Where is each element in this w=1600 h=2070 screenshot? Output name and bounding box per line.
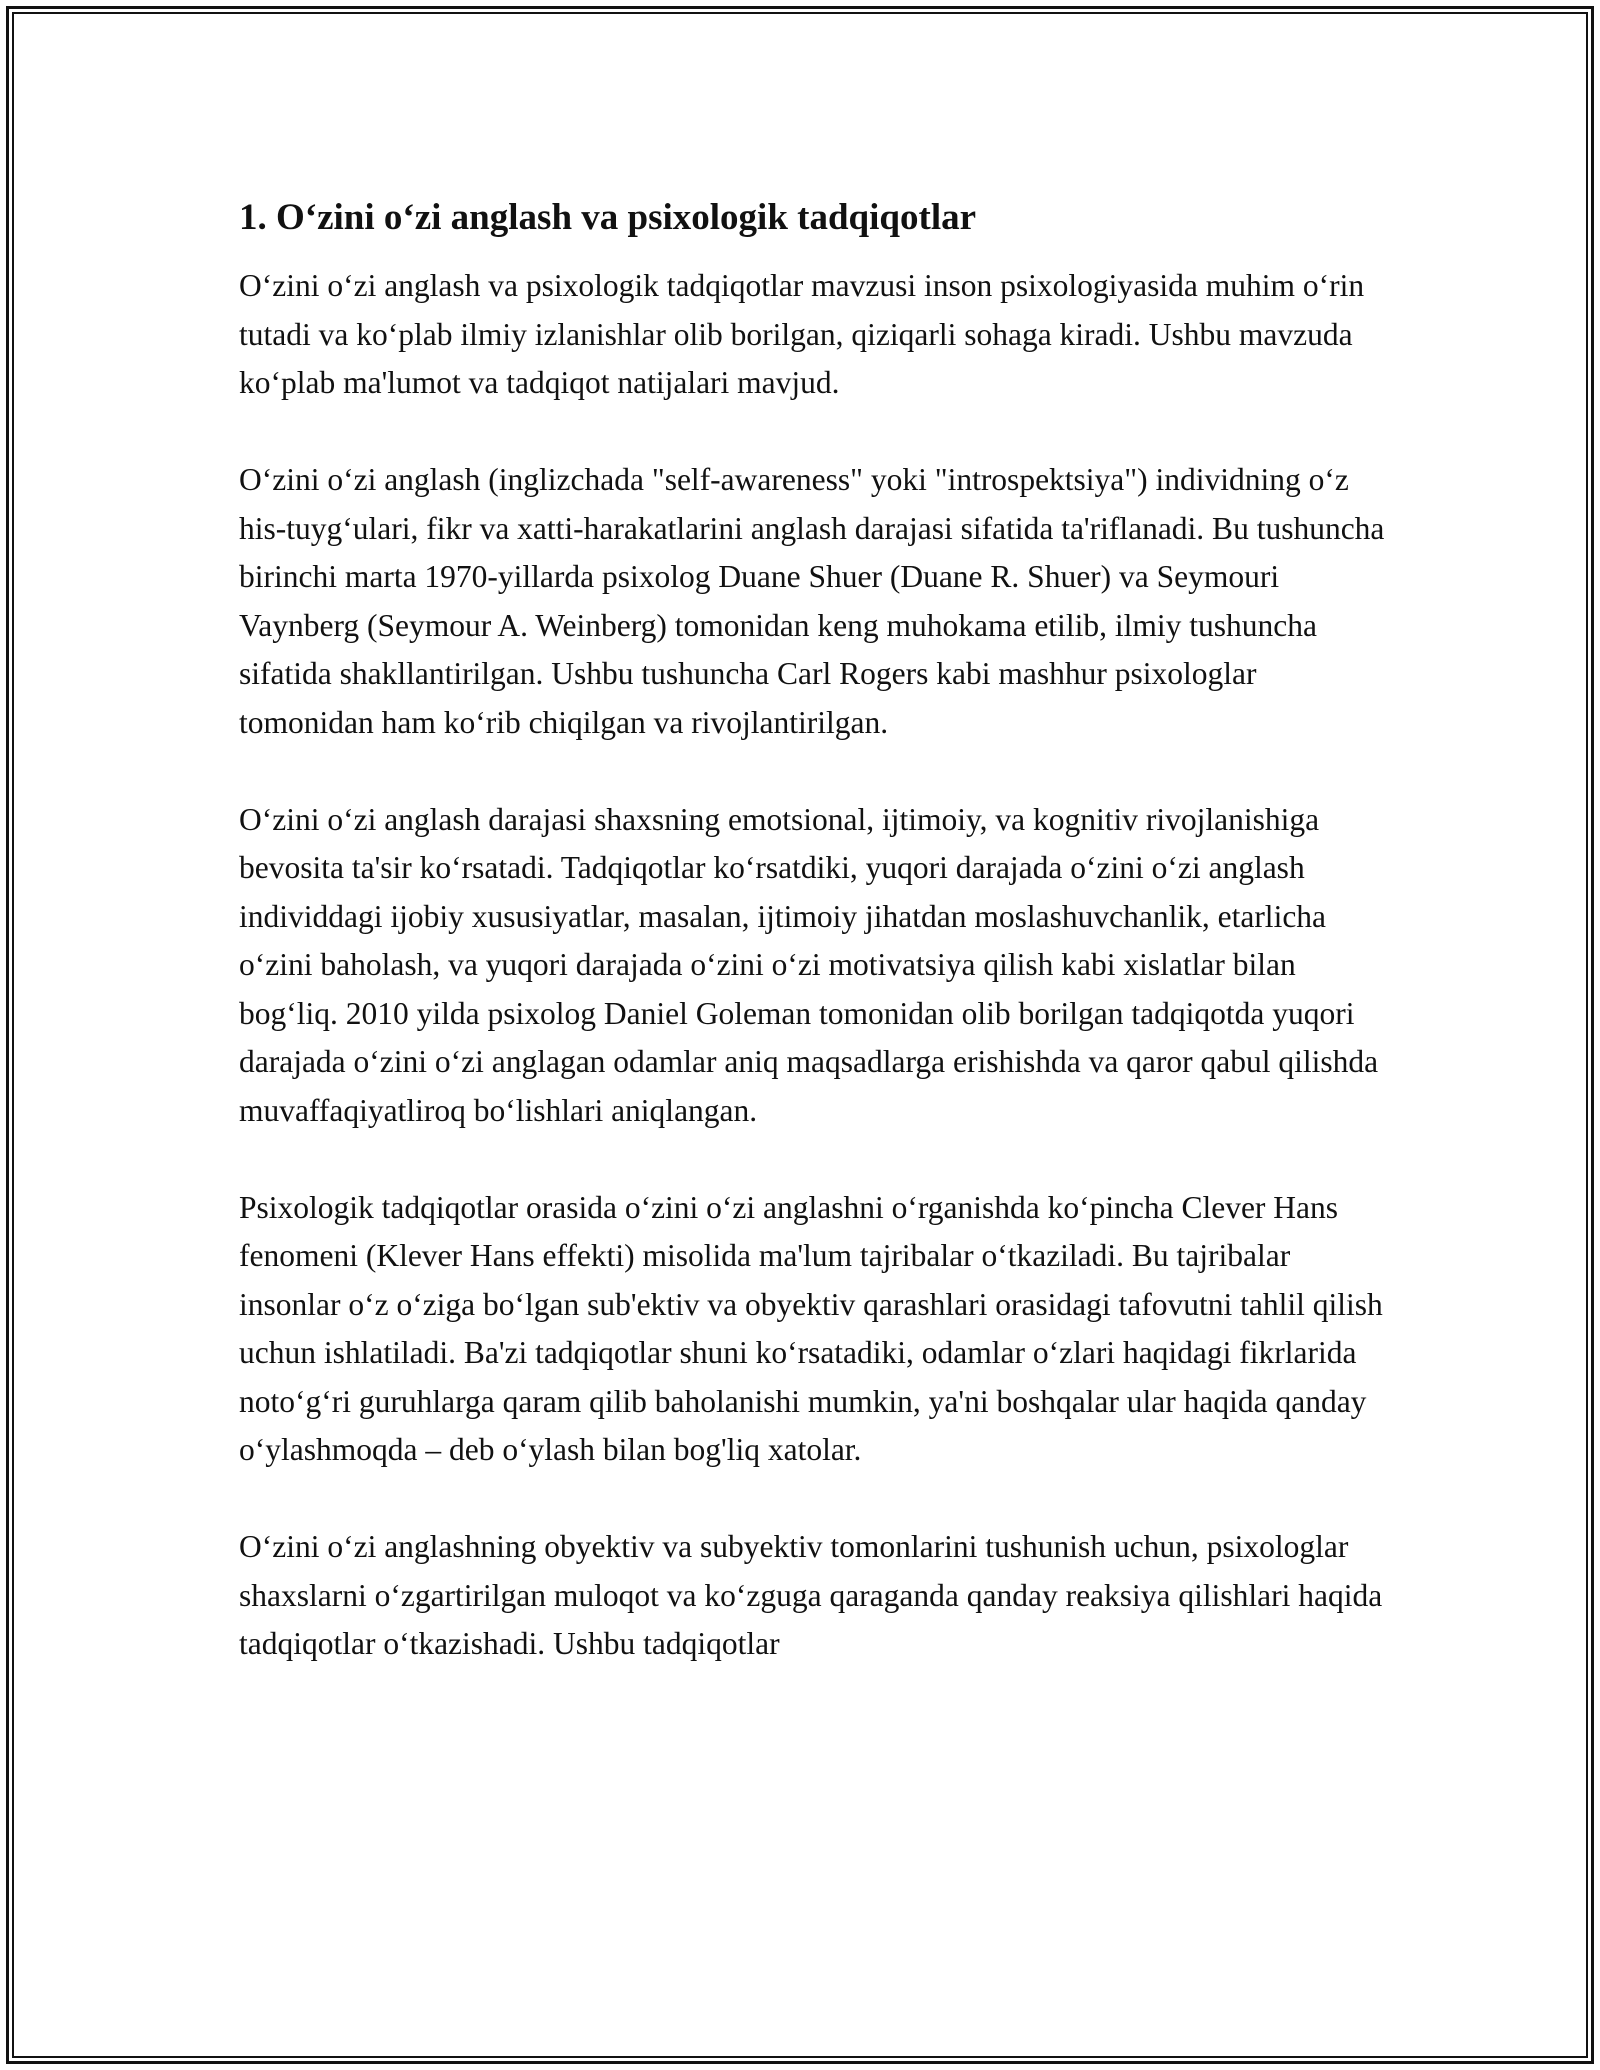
page-border	[6, 6, 1594, 2064]
paragraph-development: O‘zini o‘zi anglash darajasi shaxsning emotsional, ijtimoiy, va kognitiv rivojlanishiga bevosita ta'sir ko‘rsatadi. Tadqiqotlar ko‘rsatdiki, yuqori darajada o‘zini o‘zi anglash individdagi ijobiy xususiyatlar, masalan, ijtimoiy jihatdan moslashuvchanlik, etarlicha o‘zini baholash, va yuqori darajada o‘zini o‘zi motivatsiya qilish kabi xislatlar bilan bog‘liq. 2010 yilda psixolog Daniel Goleman tomonidan olib borilgan tadqiqotda yuqori darajada o‘zini o‘zi anglagan odamlar aniq maqsadlarga erishishda va qaror qabul qilishda muvaffaqiyatliroq bo‘lishlari aniqlangan.	[239, 801, 1379, 1128]
paragraph-objective-subjective: O‘zini o‘zi anglashning obyektiv va subyektiv tomonlarini tushunish uchun, psixologlar shaxslarni o‘zgartirilgan muloqot va ko‘zguga qaraganda qanday reaksiya qilishlari haqida tadqiqotlar o‘tkazishadi. Ushbu tadqiqotlar	[239, 1529, 1383, 1661]
page-border-inner	[12, 12, 1588, 2058]
document-body	[239, 194, 1399, 1717]
paragraph-definition: O‘zini o‘zi anglash (inglizchada "self-awareness" yoki "introspektsiya") individning o‘z his-tuyg‘ulari, fikr va xatti-harakatlarini anglash darajasi sifatida ta'riflanadi. Bu tushuncha birinchi marta 1970-yillarda psixolog Duane Shuer (Duane R. Shuer) va Seymouri Vaynberg (Seymour A. Weinberg) tomonidan keng muhokama etilib, ilmiy tushuncha sifatida shakllantirilgan. Ushbu tushuncha Carl Rogers kabi mashhur psixologlar tomonidan ham ko‘rib chiqilgan va rivojlantirilgan.	[239, 462, 1385, 740]
paragraph-clever-hans: Psixologik tadqiqotlar orasida o‘zini o‘zi anglashni o‘rganishda ko‘pincha Clever Hans fenomeni (Klever Hans effekti) misolida ma'lum tajribalar o‘tkaziladi. Bu tajribalar insonlar o‘z o‘ziga bo‘lgan sub'ektiv va obyektiv qarashlari orasidagi tafovutni tahlil qilish uchun ishlatiladi. Ba'zi tadqiqotlar shuni ko‘rsatadiki, odamlar o‘zlari haqidagi fikrlarida noto‘g‘ri guruhlarga qaram qilib baholanishi mumkin, ya'ni boshqalar ular haqida qanday o‘ylashmoqda – deb o‘ylash bilan bog'liq xatolar.	[239, 1189, 1383, 1467]
section-heading: 1. O‘zini o‘zi anglash va psixologik tadqiqotlar	[239, 197, 977, 238]
paragraph-intro: O‘zini o‘zi anglash va psixologik tadqiqotlar mavzusi inson psixologiyasida muhim o‘rin tutadi va ko‘plab ilmiy izlanishlar olib borilgan, qiziqarli sohaga kiradi. Ushbu mavzuda ko‘plab ma'lumot va tadqiqot natijalari mavjud.	[239, 268, 1365, 400]
